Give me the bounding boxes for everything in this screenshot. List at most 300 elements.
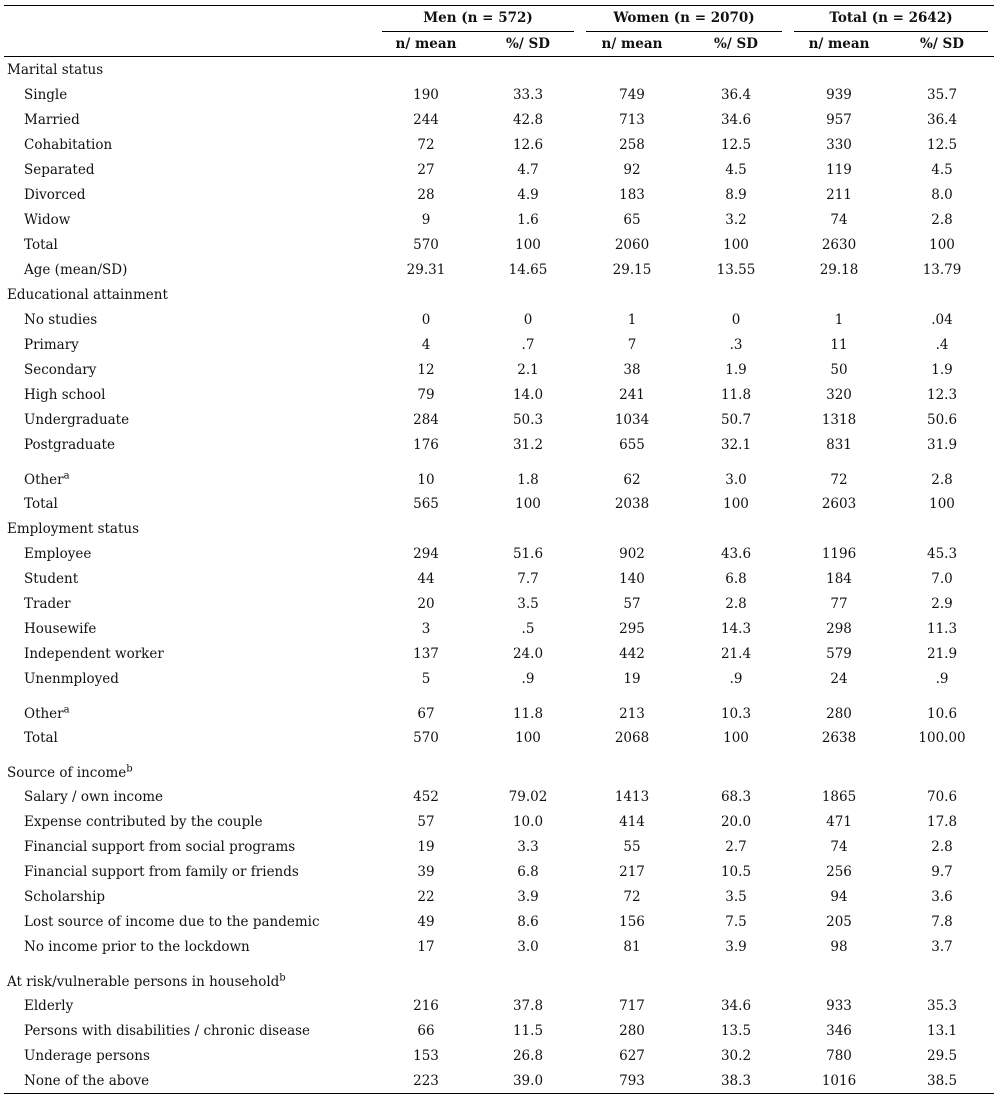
- table-cell: 140: [619, 570, 645, 587]
- table-cell: 77: [830, 595, 848, 612]
- row-label-text: High school: [24, 386, 106, 403]
- table-cell: 79: [417, 386, 435, 403]
- table-cell: 72: [417, 136, 435, 153]
- row-label-text: Total: [24, 495, 58, 512]
- table-cell: 4.7: [517, 161, 539, 178]
- row-label-text: Married: [24, 111, 80, 128]
- table-cell: 26.8: [512, 1047, 544, 1064]
- table-row: [4, 207, 994, 232]
- row-label: [4, 784, 376, 809]
- table-cell: 2630: [821, 236, 857, 253]
- row-label-text: Scholarship: [24, 888, 106, 905]
- table-cell: [890, 516, 994, 541]
- table-cell: 0: [731, 311, 741, 328]
- table-cell: 256: [826, 863, 852, 880]
- table-cell: 184: [826, 570, 852, 587]
- table-cell: 176: [413, 436, 439, 453]
- row-label: [4, 132, 376, 157]
- footnote-marker: a: [63, 704, 70, 716]
- row-label-text: Age (mean/SD): [24, 261, 128, 278]
- table-cell: 43.6: [720, 545, 752, 562]
- table-cell: 749: [619, 86, 645, 103]
- table-cell: 933: [826, 997, 852, 1014]
- row-label: [4, 357, 376, 382]
- row-label-text: Marital status: [7, 61, 104, 78]
- table-cell: 12: [417, 361, 435, 378]
- table-row: [4, 809, 994, 834]
- section-row: [4, 750, 994, 784]
- row-label-text: At risk/vulnerable persons in household: [7, 974, 280, 990]
- table-row: [4, 566, 994, 591]
- table-cell: [788, 57, 890, 82]
- row-label: [4, 616, 376, 641]
- table-cell: 35.3: [926, 997, 958, 1014]
- table-cell: 14.65: [508, 261, 548, 278]
- table-cell: 13.1: [926, 1022, 958, 1039]
- table-cell: 4.9: [517, 186, 539, 203]
- table-cell: 12.6: [512, 136, 544, 153]
- table-row: [4, 884, 994, 909]
- section-label: [4, 57, 376, 82]
- table-cell: 2603: [821, 495, 857, 512]
- footnote-marker: b: [126, 763, 133, 775]
- table-cell: 2038: [614, 495, 650, 512]
- table-cell: .9: [935, 670, 949, 687]
- table-cell: 7.0: [931, 570, 953, 587]
- table-cell: [376, 282, 476, 307]
- table-cell: 414: [619, 813, 645, 830]
- subcol-header: n/ mean: [580, 32, 684, 57]
- table-cell: 50.7: [720, 411, 752, 428]
- row-label-text: Financial support from social programs: [24, 838, 296, 855]
- table-cell: 14.0: [512, 386, 544, 403]
- row-label-text: Undergraduate: [24, 411, 130, 428]
- table-cell: [580, 750, 684, 784]
- row-label: [4, 382, 376, 407]
- table-row: [4, 82, 994, 107]
- table-cell: 79.02: [508, 788, 548, 805]
- table-row: [4, 909, 994, 934]
- table-cell: 38.5: [890, 1068, 994, 1094]
- table-cell: 330: [826, 136, 852, 153]
- table-cell: 3.0: [517, 938, 539, 955]
- table-cell: 19: [623, 670, 641, 687]
- footnote-marker: a: [63, 470, 70, 482]
- table-cell: 2.8: [725, 595, 747, 612]
- table-cell: 21.9: [926, 645, 958, 662]
- table-cell: .3: [729, 336, 743, 353]
- table-cell: 3.3: [517, 838, 539, 855]
- subcol-header: %/ SD: [476, 32, 580, 57]
- row-label: [4, 1018, 376, 1043]
- row-label-text: Elderly: [24, 997, 74, 1014]
- table-cell: 570: [413, 236, 439, 253]
- table-cell: [788, 959, 890, 993]
- table-cell: 51.6: [512, 545, 544, 562]
- section-row: [4, 516, 994, 541]
- row-label: [4, 909, 376, 934]
- row-label-text: No studies: [24, 311, 98, 328]
- row-label: [4, 82, 376, 107]
- table-cell: 3.9: [517, 888, 539, 905]
- table-row: [4, 993, 994, 1018]
- table-cell: 244: [413, 111, 439, 128]
- table-cell: 4.5: [725, 161, 747, 178]
- table-row: [4, 859, 994, 884]
- table-cell: 7.7: [517, 570, 539, 587]
- table-cell: 68.3: [720, 788, 752, 805]
- table-cell: 0: [523, 311, 533, 328]
- table-cell: 223: [376, 1068, 476, 1094]
- table-cell: 36.4: [926, 111, 958, 128]
- table-cell: 100: [929, 236, 955, 253]
- table-cell: 957: [826, 111, 852, 128]
- table-cell: [476, 282, 580, 307]
- table-cell: 94: [830, 888, 848, 905]
- row-label-text: Student: [24, 570, 79, 587]
- table-cell: 190: [413, 86, 439, 103]
- table-cell: 4.5: [931, 161, 953, 178]
- row-label: [4, 1068, 376, 1094]
- group-header-women: Women (n = 2070): [580, 5, 788, 32]
- row-label: [4, 457, 376, 491]
- table-cell: 70.6: [926, 788, 958, 805]
- table-cell: [890, 282, 994, 307]
- row-label-text: Single: [24, 86, 68, 103]
- section-label: [4, 750, 376, 784]
- table-cell: 11.8: [720, 386, 752, 403]
- table-cell: 1.9: [931, 361, 953, 378]
- table-cell: 5: [421, 670, 431, 687]
- table-row: [4, 157, 994, 182]
- table-cell: 2638: [821, 729, 857, 746]
- table-cell: 100: [515, 495, 541, 512]
- row-label-text: Separated: [24, 161, 95, 178]
- table-row: [4, 107, 994, 132]
- row-label-text: Unenmployed: [24, 670, 119, 687]
- row-label: [4, 809, 376, 834]
- row-label: [4, 107, 376, 132]
- table-row: [4, 1043, 994, 1068]
- table-cell: 44: [417, 570, 435, 587]
- table-cell: 1413: [614, 788, 650, 805]
- table-cell: 10.3: [720, 706, 752, 722]
- table-cell: 295: [619, 620, 645, 637]
- table-cell: 62: [623, 472, 641, 488]
- table-cell: 570: [413, 729, 439, 746]
- table-cell: 7.5: [725, 913, 747, 930]
- table-cell: .7: [521, 336, 535, 353]
- table-cell: 137: [413, 645, 439, 662]
- table-cell: 119: [826, 161, 852, 178]
- subcol-header: n/ mean: [376, 32, 476, 57]
- table-cell: [580, 57, 684, 82]
- table-cell: .04: [931, 311, 953, 328]
- row-label: [4, 641, 376, 666]
- table-cell: 27: [417, 161, 435, 178]
- table-cell: 72: [830, 472, 848, 488]
- table-cell: 655: [619, 436, 645, 453]
- table-cell: 3.7: [931, 938, 953, 955]
- table-cell: 3.2: [725, 211, 747, 228]
- subcol-header: %/ SD: [890, 32, 994, 57]
- table-cell: 1: [627, 311, 637, 328]
- table-cell: .4: [935, 336, 949, 353]
- table-cell: 39.0: [476, 1068, 580, 1094]
- table-cell: 10.0: [512, 813, 544, 830]
- table-row: [4, 132, 994, 157]
- table-cell: [684, 750, 788, 784]
- table-cell: 14.3: [720, 620, 752, 637]
- row-label: [4, 666, 376, 691]
- table-cell: 3.5: [517, 595, 539, 612]
- table-cell: 12.3: [926, 386, 958, 403]
- table-cell: [376, 750, 476, 784]
- section-row: [4, 959, 994, 993]
- table-cell: 217: [619, 863, 645, 880]
- row-label: [4, 491, 376, 516]
- row-label-text: No income prior to the lockdown: [24, 938, 250, 955]
- table-cell: 2.1: [517, 361, 539, 378]
- table-cell: 11.3: [926, 620, 958, 637]
- table-cell: .9: [521, 670, 535, 687]
- group-header-row: [4, 5, 994, 32]
- row-label-text: Total: [24, 236, 58, 253]
- table-cell: 565: [413, 495, 439, 512]
- table-cell: 4: [421, 336, 431, 353]
- table-cell: 717: [619, 997, 645, 1014]
- table-cell: 39: [417, 863, 435, 880]
- table-cell: 1034: [614, 411, 650, 428]
- table-row: [4, 182, 994, 207]
- row-label: [4, 566, 376, 591]
- row-label-text: Underage persons: [24, 1047, 150, 1064]
- table-cell: 1.9: [725, 361, 747, 378]
- table-cell: 1865: [821, 788, 857, 805]
- table-cell: 10.5: [720, 863, 752, 880]
- table-cell: 50.3: [512, 411, 544, 428]
- table-cell: 442: [619, 645, 645, 662]
- table-cell: 1196: [821, 545, 857, 562]
- table-cell: 1016: [788, 1068, 890, 1094]
- row-label-text: Other: [24, 706, 64, 722]
- row-label-text: Cohabitation: [24, 136, 113, 153]
- table-cell: 241: [619, 386, 645, 403]
- table-cell: [890, 959, 994, 993]
- table-cell: 17.8: [926, 813, 958, 830]
- table-cell: [890, 57, 994, 82]
- table-cell: [684, 516, 788, 541]
- table-cell: 38: [623, 361, 641, 378]
- table-cell: 3: [421, 620, 431, 637]
- table-cell: 346: [826, 1022, 852, 1039]
- row-label-text: Widow: [24, 211, 71, 228]
- table-cell: 32.1: [720, 436, 752, 453]
- table-cell: 9: [421, 211, 431, 228]
- table-cell: [580, 959, 684, 993]
- table-cell: 831: [826, 436, 852, 453]
- section-row: [4, 282, 994, 307]
- table-cell: 50.6: [926, 411, 958, 428]
- table-cell: 213: [619, 706, 645, 722]
- table-cell: [376, 959, 476, 993]
- row-label: [4, 232, 376, 257]
- table-row: [4, 1018, 994, 1043]
- table-cell: [788, 516, 890, 541]
- table-cell: [788, 750, 890, 784]
- table-cell: 34.6: [720, 111, 752, 128]
- table-cell: 45.3: [926, 545, 958, 562]
- row-label-text: Lost source of income due to the pandemic: [24, 913, 320, 930]
- table-row: [4, 307, 994, 332]
- table-row: [4, 457, 994, 491]
- row-label: [4, 591, 376, 616]
- table-cell: 35.7: [926, 86, 958, 103]
- row-label-text: Employment status: [7, 520, 140, 537]
- table-row: [4, 834, 994, 859]
- table-cell: 8.0: [931, 186, 953, 203]
- table-cell: 7.8: [931, 913, 953, 930]
- table-cell: 284: [413, 411, 439, 428]
- table-cell: 21.4: [720, 645, 752, 662]
- table-cell: 2.8: [931, 838, 953, 855]
- row-label: [4, 332, 376, 357]
- row-label-text: Postgraduate: [24, 436, 115, 453]
- table-cell: 0: [421, 311, 431, 328]
- table-cell: 8.6: [517, 913, 539, 930]
- table-cell: 11.5: [512, 1022, 544, 1039]
- section-label: [4, 282, 376, 307]
- table-cell: 38.3: [684, 1068, 788, 1094]
- table-row: [4, 382, 994, 407]
- table-cell: [376, 57, 476, 82]
- table-cell: 37.8: [512, 997, 544, 1014]
- table-row: [4, 407, 994, 432]
- table-cell: 100: [515, 729, 541, 746]
- table-cell: 74: [830, 838, 848, 855]
- table-cell: 22: [417, 888, 435, 905]
- table-cell: [376, 516, 476, 541]
- table-row: [4, 257, 994, 282]
- table-row: [4, 232, 994, 257]
- table-cell: 3.0: [725, 472, 747, 488]
- table-cell: [580, 282, 684, 307]
- table-cell: 81: [623, 938, 641, 955]
- demographics-table: [4, 5, 994, 1094]
- table-cell: 100: [723, 495, 749, 512]
- table-cell: 100: [515, 236, 541, 253]
- row-label: [4, 834, 376, 859]
- row-label: [4, 859, 376, 884]
- row-label: [4, 207, 376, 232]
- table-cell: 713: [619, 111, 645, 128]
- table-cell: 2.8: [931, 472, 953, 488]
- table-cell: 10.6: [926, 706, 958, 722]
- table-cell: 24.0: [512, 645, 544, 662]
- table-cell: 28: [417, 186, 435, 203]
- row-label-text: Other: [24, 472, 64, 488]
- section-label: [4, 959, 376, 993]
- table-cell: 19: [417, 838, 435, 855]
- table-cell: 9.7: [931, 863, 953, 880]
- table-cell: 780: [826, 1047, 852, 1064]
- table-cell: 100: [723, 729, 749, 746]
- row-label: [4, 934, 376, 959]
- table-cell: 793: [580, 1068, 684, 1094]
- table-cell: 579: [826, 645, 852, 662]
- header-blank-2: [4, 32, 376, 57]
- table-row: [4, 541, 994, 566]
- table-cell: 7: [627, 336, 637, 353]
- table-row: [4, 641, 994, 666]
- row-label-text: Total: [24, 729, 58, 746]
- table-cell: 65: [623, 211, 641, 228]
- table-row: [4, 784, 994, 809]
- row-label-text: None of the above: [24, 1072, 150, 1089]
- row-label-text: Divorced: [24, 186, 86, 203]
- table-cell: 12.5: [926, 136, 958, 153]
- section-row: [4, 57, 994, 82]
- subcol-header: %/ SD: [684, 32, 788, 57]
- table-cell: 67: [417, 706, 435, 722]
- table-cell: 24: [830, 670, 848, 687]
- table-cell: 3.9: [725, 938, 747, 955]
- table-cell: 471: [826, 813, 852, 830]
- table-cell: 11.8: [512, 706, 544, 722]
- table-cell: 36.4: [720, 86, 752, 103]
- table-cell: 10: [417, 472, 435, 488]
- table-cell: 72: [623, 888, 641, 905]
- table-row: [4, 591, 994, 616]
- row-label-text: Educational attainment: [7, 286, 168, 303]
- table-cell: 12.5: [720, 136, 752, 153]
- table-cell: 57: [623, 595, 641, 612]
- row-label-text: Persons with disabilities / chronic disease: [24, 1022, 311, 1039]
- table-cell: 30.2: [720, 1047, 752, 1064]
- row-label: [4, 993, 376, 1018]
- table-cell: 205: [826, 913, 852, 930]
- table-cell: 2060: [614, 236, 650, 253]
- table-cell: 100: [929, 495, 955, 512]
- row-label: [4, 1043, 376, 1068]
- table-cell: 8.9: [725, 186, 747, 203]
- table-cell: 50: [830, 361, 848, 378]
- table-row: [4, 691, 994, 725]
- row-label: [4, 691, 376, 725]
- table-cell: 2.9: [931, 595, 953, 612]
- table-cell: 20: [417, 595, 435, 612]
- row-label: [4, 432, 376, 457]
- row-label-text: Primary: [24, 336, 79, 353]
- table-row: [4, 1068, 994, 1094]
- table-row: [4, 432, 994, 457]
- table-cell: 13.5: [720, 1022, 752, 1039]
- table-cell: 100: [723, 236, 749, 253]
- table-cell: [476, 750, 580, 784]
- table-row: [4, 332, 994, 357]
- footnote-marker: b: [279, 972, 286, 984]
- row-label-text: Financial support from family or friends: [24, 863, 299, 880]
- table-cell: 13.79: [922, 261, 962, 278]
- table-cell: 3.6: [931, 888, 953, 905]
- row-label-text: Housewife: [24, 620, 97, 637]
- table-cell: 13.55: [716, 261, 756, 278]
- table-cell: 98: [830, 938, 848, 955]
- table-cell: 57: [417, 813, 435, 830]
- table-cell: [476, 959, 580, 993]
- table-cell: [684, 282, 788, 307]
- table-cell: 2.7: [725, 838, 747, 855]
